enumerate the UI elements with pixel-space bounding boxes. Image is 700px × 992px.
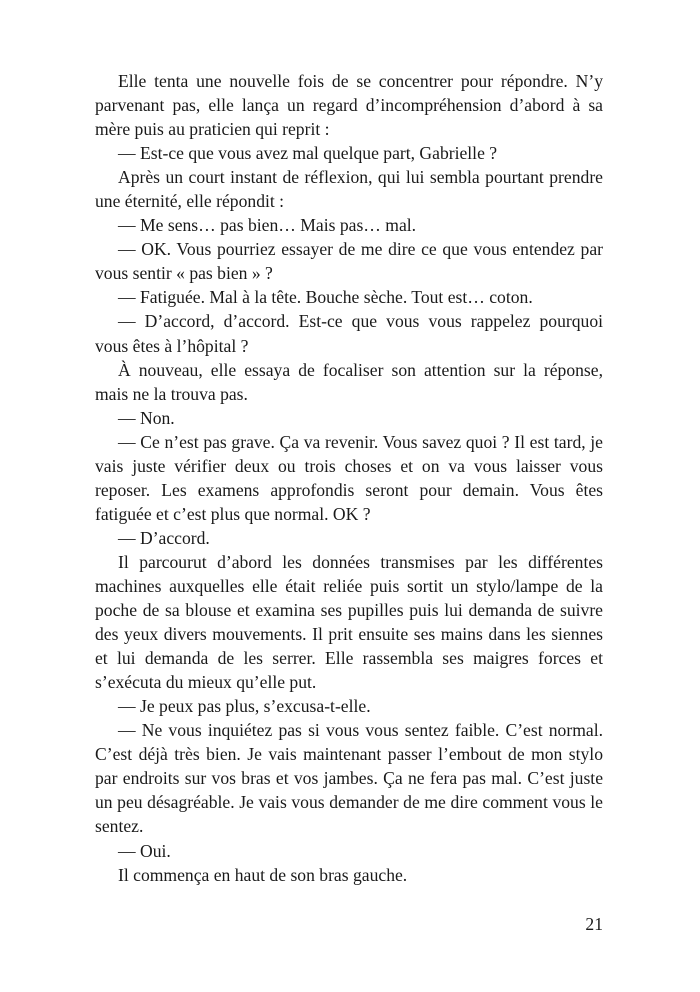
paragraph: À nouveau, elle essaya de focaliser son attention sur la réponse, mais ne la trouva pas. [95,359,603,404]
paragraph: — Je peux pas plus, s’excusa-t-elle. [118,696,371,717]
paragraph: Il commença en haut de son bras gauche. [118,864,408,885]
paragraph: — Est-ce que vous avez mal quelque part, Gabrielle ? [118,143,498,164]
paragraph: — D’accord. [118,527,210,548]
body-text [95,69,603,887]
paragraph: — D’accord, d’accord. Est-ce que vous vous rappelez pourquoi vous êtes à l’hôpital ? [95,311,603,356]
paragraph: — Ne vous inquiétez pas si vous vous sentez faible. C’est normal. C’est déjà très bien. Je vais maintenant passer l’embout de mon stylo par endroits sur vos bras et vos jambes. Ça ne fera pas mal. C’est juste un peu désagréable. Je vais vous demander de me dire comment vous le sentez. [95,720,603,837]
paragraph: — Ce n’est pas grave. Ça va revenir. Vous savez quoi ? Il est tard, je vais juste vérifier deux ou trois choses et on va vous laisser vous reposer. Les examens approfondis seront pour demain. Vous êtes fatiguée et c’est plus que normal. OK ? [95,431,603,524]
paragraph: Il parcourut d’abord les données transmises par les différentes machines auxquelles elle était reliée puis sortit un stylo/lampe de la poche de sa blouse et examina ses pupilles puis lui demanda de suivre des yeux divers mouvements. Il prit ensuite ses mains dans les siennes et lui demanda de les serrer. Elle rassembla ses maigres forces et s’exécuta du mieux qu’elle put. [95,551,603,693]
page-number: 21 [585,914,603,934]
paragraph: Après un court instant de réflexion, qui lui sembla pourtant prendre une éternité, elle répondit : [95,167,603,212]
paragraph: Elle tenta une nouvelle fois de se concentrer pour répondre. N’y parvenant pas, elle lança un regard d’incompréhension d’abord à sa mère puis au praticien qui reprit : [95,71,603,140]
paragraph: — Fatiguée. Mal à la tête. Bouche sèche. Tout est… coton. [118,287,533,308]
paragraph: — Oui. [118,840,171,861]
paragraph: — OK. Vous pourriez essayer de me dire ce que vous entendez par vous sentir « pas bien » ? [95,239,603,284]
paragraph: — Me sens… pas bien… Mais pas… mal. [118,215,417,236]
paragraph: — Non. [118,407,175,428]
